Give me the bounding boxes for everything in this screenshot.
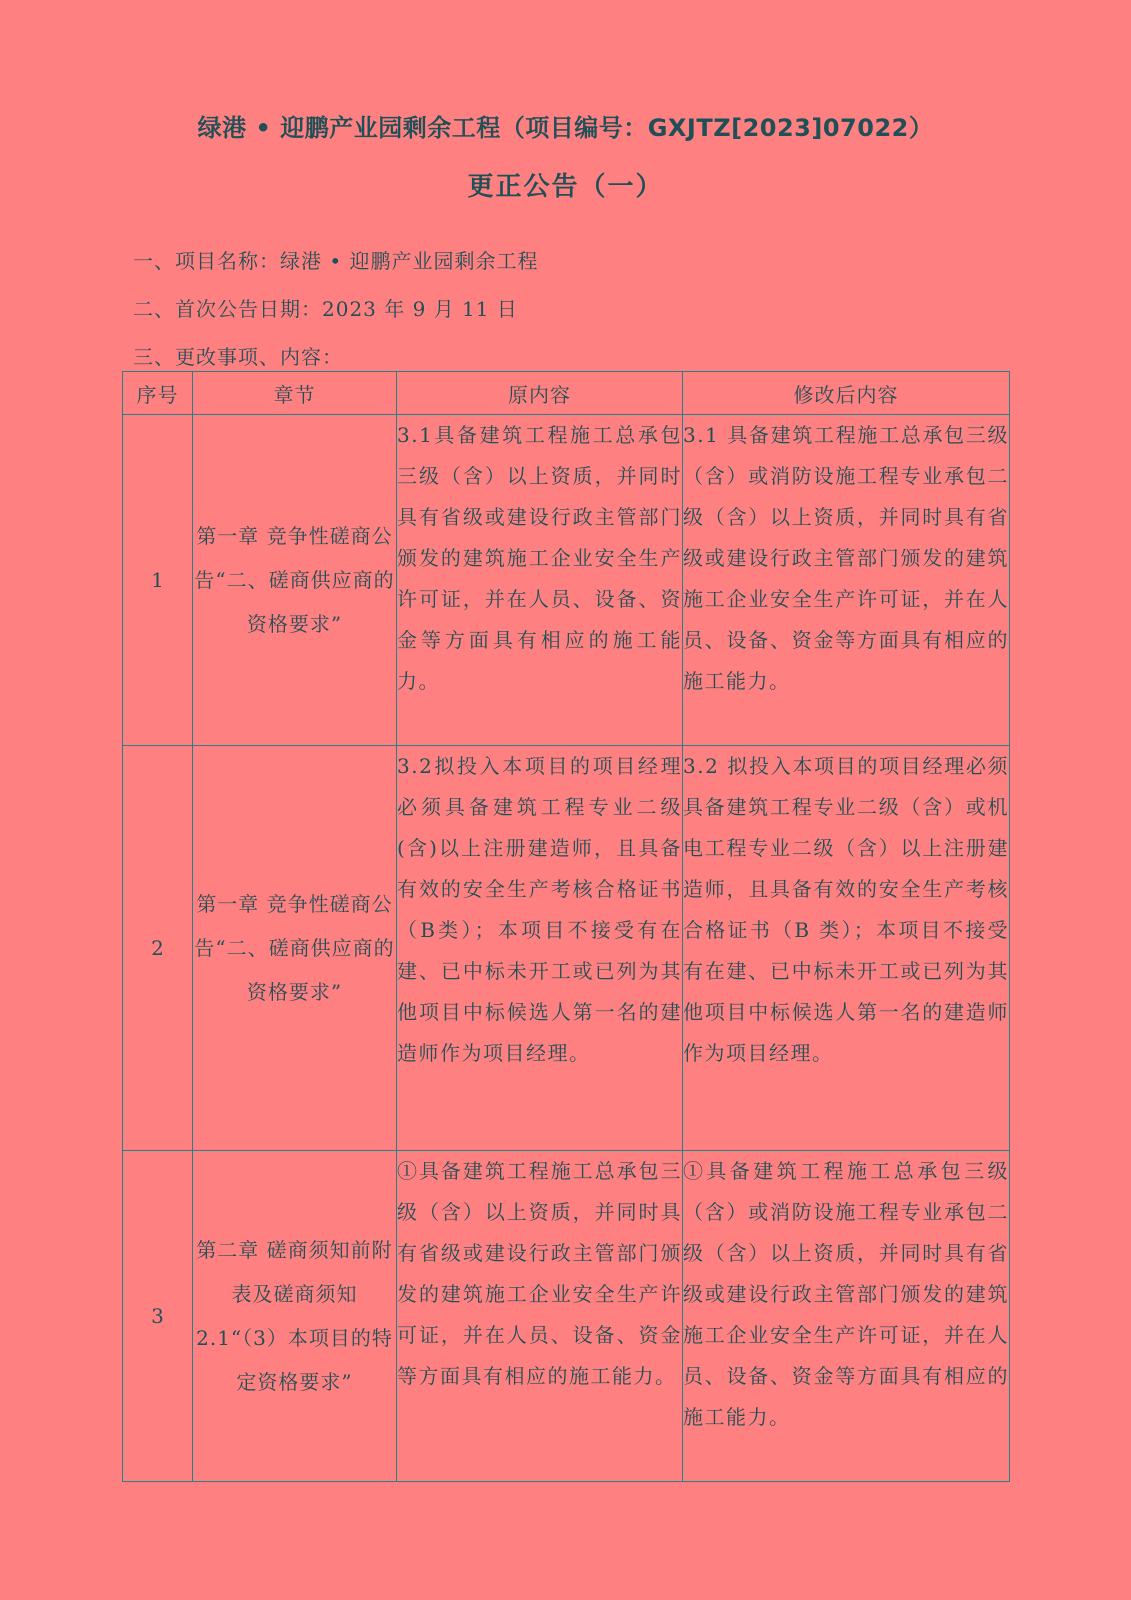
- document-title: 绿港 • 迎鹏产业园剩余工程（项目编号：GXJTZ[2023]07022）: [197, 114, 934, 142]
- changes-table: [122, 371, 1010, 1482]
- table-header-row: [123, 372, 1010, 415]
- header-chapter: 章节: [193, 372, 397, 415]
- row-original-content: ①具备建筑工程施工总承包三级（含）以上资质，并同时具有省级或建设行政主管部门颁发的建筑施工企业安全生产许可证，并在人员、设备、资金等方面具有相应的施工能力。: [397, 1151, 683, 1482]
- row-revised-content: 3.1 具备建筑工程施工总承包三级（含）或消防设施工程专业承包二级（含）以上资质，并同时具有省级或建设行政主管部门颁发的建筑施工企业安全生产许可证，并在人员、设备、资金等方面具有相应的施工能力。: [683, 415, 1010, 746]
- table-row: [123, 1151, 1010, 1482]
- table-row: [123, 415, 1010, 746]
- row-original-content: 3.1具备建筑工程施工总承包三级（含）以上资质，并同时具有省级或建设行政主管部门颁发的建筑施工企业安全生产许可证，并在人员、设备、资金等方面具有相应的施工能力。: [397, 415, 683, 746]
- first-announcement-date-line: 二、首次公告日期：2023 年 9 月 11 日: [133, 297, 518, 321]
- row-chapter: 第二章 磋商须知前附表及磋商须知 2.1“（3）本项目的特定资格要求”: [193, 1151, 397, 1482]
- row-chapter: 第一章 竞争性磋商公告“二、磋商供应商的资格要求”: [193, 415, 397, 746]
- row-number: 2: [123, 746, 193, 1151]
- row-chapter: 第一章 竞争性磋商公告“二、磋商供应商的资格要求”: [193, 746, 397, 1151]
- row-number: 3: [123, 1151, 193, 1482]
- header-original: 原内容: [397, 372, 683, 415]
- table-row: [123, 746, 1010, 1151]
- row-revised-content: 3.2 拟投入本项目的项目经理必须具备建筑工程专业二级（含）或机电工程专业二级（含）以上注册建造师，且具备有效的安全生产考核合格证书（B 类）；本项目不接受有在建、已中标未开工或已列为其他项目中标候选人第一名的建造师作为项目经理。: [683, 746, 1010, 1151]
- project-name-line: 一、项目名称：绿港 • 迎鹏产业园剩余工程: [133, 249, 539, 273]
- header-revised: 修改后内容: [683, 372, 1010, 415]
- row-original-content: 3.2拟投入本项目的项目经理必须具备建筑工程专业二级(含)以上注册建造师，且具备有效的安全生产考核合格证书（B类）；本项目不接受有在建、已中标未开工或已列为其他项目中标候选人第一名的建造师作为项目经理。: [397, 746, 683, 1151]
- header-no: 序号: [123, 372, 193, 415]
- row-number: 1: [123, 415, 193, 746]
- row-revised-content: ①具备建筑工程施工总承包三级（含）或消防设施工程专业承包二级（含）以上资质，并同时具有省级或建设行政主管部门颁发的建筑施工企业安全生产许可证，并在人员、设备、资金等方面具有相应的施工能力。: [683, 1151, 1010, 1482]
- document-subtitle: 更正公告（一）: [467, 172, 664, 202]
- changes-heading: 三、更改事项、内容：: [133, 345, 343, 369]
